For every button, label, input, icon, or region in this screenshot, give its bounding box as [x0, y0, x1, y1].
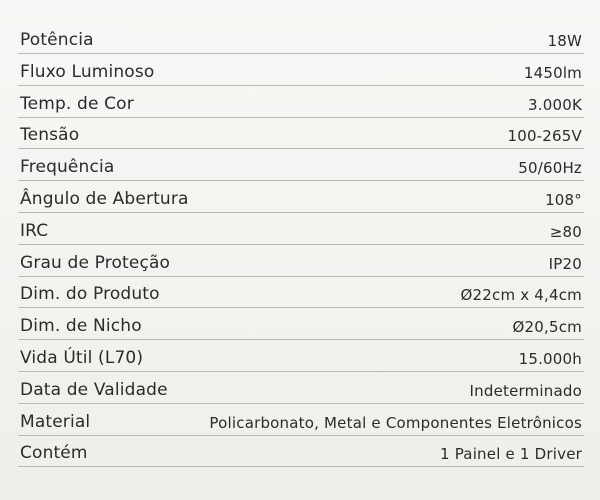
spec-value: Ø20,5cm — [512, 318, 582, 337]
spec-label: IRC — [20, 220, 49, 241]
spec-label: Grau de Proteção — [20, 252, 171, 273]
spec-label: Vida Útil (L70) — [20, 347, 144, 368]
spec-value: 15.000h — [518, 349, 582, 368]
spec-row-potencia — [18, 28, 584, 54]
spec-value: 1 Painel e 1 Driver — [440, 445, 582, 464]
spec-label: Dim. do Produto — [20, 284, 160, 305]
spec-row-grau-de-protecao — [18, 245, 584, 277]
spec-label: Potência — [20, 30, 94, 50]
spec-value: Indeterminado — [469, 381, 582, 400]
spec-label: Data de Validade — [20, 379, 168, 400]
spec-row-dim-do-produto — [18, 277, 584, 309]
spec-value: Ø22cm x 4,4cm — [460, 286, 582, 305]
spec-row-data-de-validade — [18, 372, 584, 404]
spec-value: 3.000K — [528, 95, 582, 114]
spec-label: Ângulo de Abertura — [20, 188, 189, 209]
spec-label: Dim. de Nicho — [20, 316, 142, 337]
specifications-table — [18, 28, 584, 467]
spec-row-temp-de-cor — [18, 86, 584, 118]
spec-label: Material — [20, 411, 91, 432]
spec-value: Policarbonato, Metal e Componentes Eletrônicos — [209, 413, 582, 432]
spec-row-irc — [18, 213, 584, 245]
spec-label: Frequência — [20, 157, 115, 178]
spec-row-fluxo-luminoso — [18, 54, 584, 86]
spec-value: 1450lm — [523, 63, 582, 82]
spec-label: Contém — [20, 443, 88, 464]
spec-value: ≥80 — [549, 222, 582, 241]
spec-value: IP20 — [548, 254, 582, 273]
spec-row-frequencia — [18, 149, 584, 181]
spec-row-contem — [18, 436, 584, 468]
spec-row-angulo-de-abertura — [18, 181, 584, 213]
spec-label: Tensão — [20, 125, 80, 146]
spec-value: 50/60Hz — [518, 159, 582, 178]
spec-label: Fluxo Luminoso — [20, 61, 155, 82]
spec-value: 100-265V — [507, 127, 582, 146]
spec-value: 18W — [547, 32, 582, 50]
spec-label: Temp. de Cor — [20, 93, 134, 114]
spec-value: 108° — [545, 190, 582, 209]
spec-row-material — [18, 404, 584, 436]
spec-row-dim-de-nicho — [18, 308, 584, 340]
spec-row-vida-util — [18, 340, 584, 372]
spec-row-tensao — [18, 118, 584, 150]
